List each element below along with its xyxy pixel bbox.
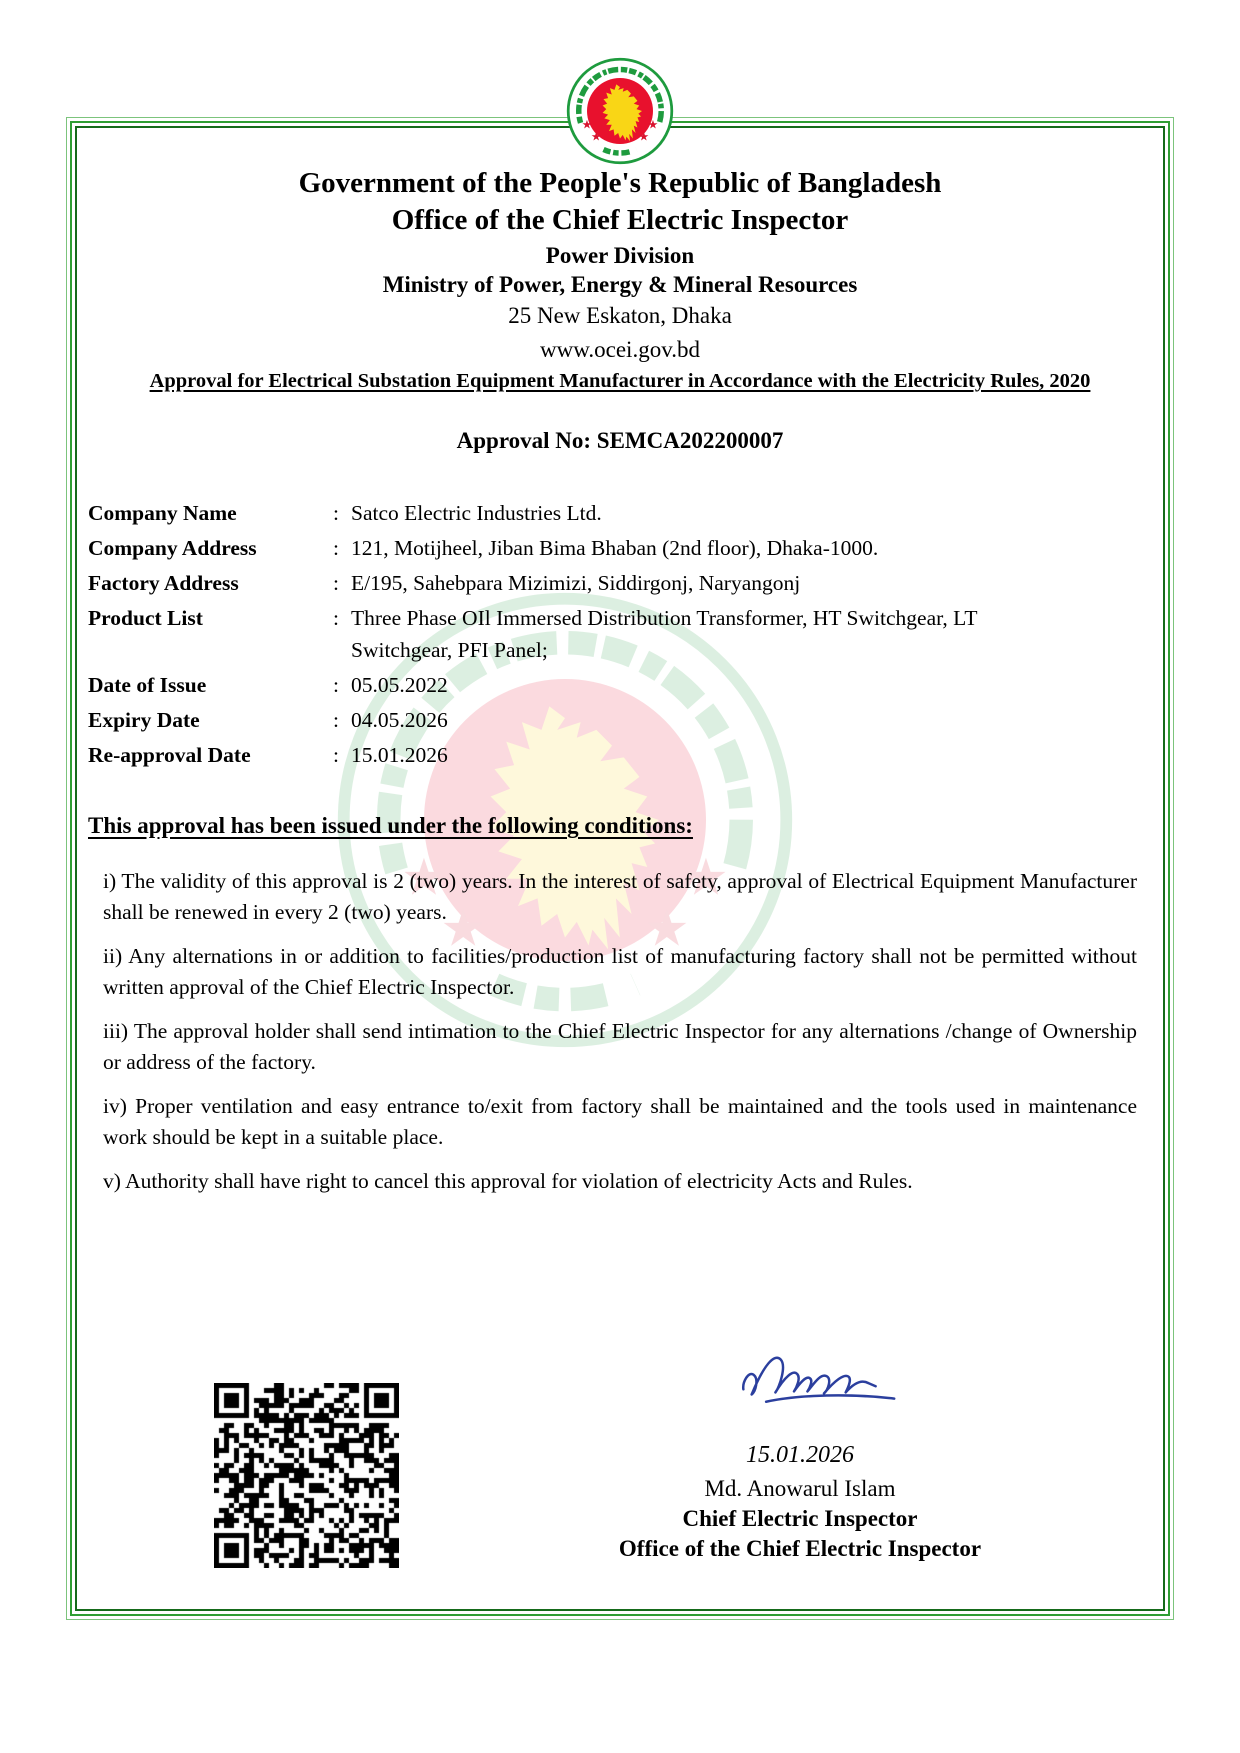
detail-row-date-of-issue xyxy=(88,669,1108,701)
approval-number: Approval No: SEMCA202200007 xyxy=(456,428,784,453)
handwritten-signature xyxy=(720,1348,930,1410)
detail-row-product-list xyxy=(88,602,1108,666)
star-icon: ★ xyxy=(590,129,602,144)
detail-row-expiry-date xyxy=(88,704,1108,736)
detail-label: Company Name xyxy=(88,501,237,525)
detail-value: Three Phase OIl Immersed Distribution Transformer, HT Switchgear, LT Switchgear, PFI Panel; xyxy=(351,606,978,662)
detail-row-reapproval-date xyxy=(88,739,1108,771)
signature-block xyxy=(550,1348,1050,1564)
condition-item: v) Authority shall have right to cancel this approval for violation of electricity Acts and Rules. xyxy=(103,1169,913,1193)
condition-item: iv) Proper ventilation and easy entrance to/exit from factory shall be maintained and the tools used in maintenance work should be kept in a suitable place. xyxy=(103,1094,1137,1149)
colon: : xyxy=(333,673,339,697)
colon: : xyxy=(333,571,339,595)
star-icon: ★ xyxy=(647,117,659,132)
conditions-heading: This approval has been issued under the following conditions: xyxy=(88,813,693,838)
condition-item: iii) The approval holder shall send intimation to the Chief Electric Inspector for any alternations /change of Ownership or address of the factory. xyxy=(103,1019,1137,1074)
condition-item: i) The validity of this approval is 2 (two) years. In the interest of safety, approval of Electrical Equipment Manufacturer shall be renewed in every 2 (two) years. xyxy=(103,869,1137,924)
office-address: 25 New Eskaton, Dhaka xyxy=(508,303,732,328)
star-icon: ★ xyxy=(581,117,593,132)
detail-label: Re-approval Date xyxy=(88,743,251,767)
condition-item: ii) Any alternations in or addition to facilities/production list of manufacturing factory shall not be permitted without written approval of the Chief Electric Inspector. xyxy=(103,944,1137,999)
detail-value: E/195, Sahebpara Mizimizi, Siddirgonj, Naryangonj xyxy=(351,571,801,595)
colon: : xyxy=(333,606,339,630)
signature-date: 15.01.2026 xyxy=(746,1442,854,1468)
qr-code xyxy=(214,1383,399,1568)
detail-label: Company Address xyxy=(88,536,257,560)
detail-label: Expiry Date xyxy=(88,708,200,732)
approval-title: Approval for Electrical Substation Equipment Manufacturer in Accordance with the Electricity Rules, 2020 xyxy=(149,370,1091,392)
colon: : xyxy=(333,743,339,767)
detail-label: Product List xyxy=(88,606,203,630)
website-text: www.ocei.gov.bd xyxy=(540,337,700,362)
detail-value: 15.01.2026 xyxy=(351,743,448,767)
bangladesh-emblem-logo xyxy=(565,56,675,166)
government-title: Government of the People's Republic of Bangladesh xyxy=(298,167,942,199)
detail-value: 05.05.2022 xyxy=(351,673,448,697)
colon: : xyxy=(333,501,339,525)
detail-value: 04.05.2026 xyxy=(351,708,448,732)
detail-row-company-name xyxy=(88,497,1108,529)
detail-value: 121, Motijheel, Jiban Bima Bhaban (2nd floor), Dhaka-1000. xyxy=(351,536,879,560)
signatory-office: Office of the Chief Electric Inspector xyxy=(618,1536,982,1561)
detail-label: Factory Address xyxy=(88,571,239,595)
office-title: Office of the Chief Electric Inspector xyxy=(391,204,849,236)
detail-row-company-address xyxy=(88,532,1108,564)
detail-value: Satco Electric Industries Ltd. xyxy=(351,501,602,525)
detail-label: Date of Issue xyxy=(88,673,207,697)
detail-row-factory-address xyxy=(88,567,1108,599)
division-title: Power Division xyxy=(545,243,695,268)
approval-details xyxy=(88,497,1108,774)
star-icon: ★ xyxy=(638,129,650,144)
signatory-name: Md. Anowarul Islam xyxy=(704,1476,896,1501)
ministry-title: Ministry of Power, Energy & Mineral Resources xyxy=(382,272,858,297)
signatory-title: Chief Electric Inspector xyxy=(682,1506,918,1531)
conditions-list xyxy=(103,866,1137,1210)
colon: : xyxy=(333,536,339,560)
colon: : xyxy=(333,708,339,732)
